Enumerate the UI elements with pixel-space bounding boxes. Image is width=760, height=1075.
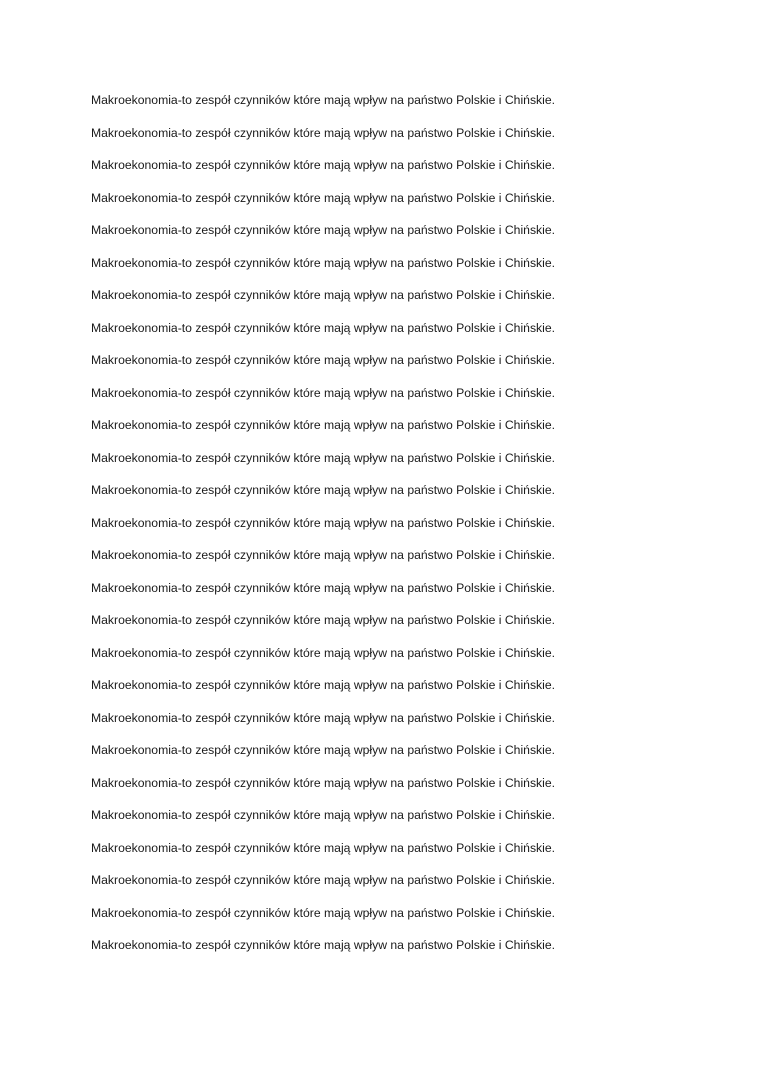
- paragraph: Makroekonomia-to zespół czynników które mają wpływ na państwo Polskie i Chińskie.: [91, 775, 555, 790]
- paragraph: Makroekonomia-to zespół czynników które mają wpływ na państwo Polskie i Chińskie.: [91, 613, 555, 627]
- paragraph: Makroekonomia-to zespół czynników które mają wpływ na państwo Polskie i Chińskie.: [91, 288, 555, 302]
- paragraph: Makroekonomia-to zespół czynników które mają wpływ na państwo Polskie i Chińskie.: [91, 938, 555, 952]
- paragraph: Makroekonomia-to zespół czynników które mają wpływ na państwo Polskie i Chińskie.: [91, 710, 555, 725]
- paragraph: Makroekonomia-to zespół czynników które mają wpływ na państwo Polskie i Chińskie.: [91, 873, 555, 887]
- paragraph: Makroekonomia-to zespół czynników które mają wpływ na państwo Polskie i Chińskie.: [91, 418, 555, 432]
- paragraph: Makroekonomia-to zespół czynników które mają wpływ na państwo Polskie i Chińskie.: [91, 515, 555, 530]
- document-body: [91, 89, 691, 967]
- paragraph: Makroekonomia-to zespół czynników które mają wpływ na państwo Polskie i Chińskie.: [91, 93, 555, 107]
- paragraph: Makroekonomia-to zespół czynników które mają wpływ na państwo Polskie i Chińskie.: [91, 808, 555, 822]
- paragraph: Makroekonomia-to zespół czynników które mają wpływ na państwo Polskie i Chińskie.: [91, 320, 555, 335]
- paragraph: Makroekonomia-to zespół czynników które mają wpływ na państwo Polskie i Chińskie.: [91, 548, 555, 562]
- paragraph: Makroekonomia-to zespół czynników które mają wpływ na państwo Polskie i Chińskie.: [91, 125, 555, 140]
- paragraph: Makroekonomia-to zespół czynników które mają wpływ na państwo Polskie i Chińskie.: [91, 223, 555, 237]
- paragraph: Makroekonomia-to zespół czynników które mają wpływ na państwo Polskie i Chińskie.: [91, 255, 555, 270]
- paragraph: Makroekonomia-to zespół czynników które mają wpływ na państwo Polskie i Chińskie.: [91, 905, 555, 920]
- paragraph: Makroekonomia-to zespół czynników które mają wpływ na państwo Polskie i Chińskie.: [91, 353, 555, 367]
- paragraph: Makroekonomia-to zespół czynników które mają wpływ na państwo Polskie i Chińskie.: [91, 483, 555, 497]
- paragraph: Makroekonomia-to zespół czynników które mają wpływ na państwo Polskie i Chińskie.: [91, 840, 555, 855]
- paragraph: Makroekonomia-to zespół czynników które mają wpływ na państwo Polskie i Chińskie.: [91, 645, 555, 660]
- paragraph: Makroekonomia-to zespół czynników które mają wpływ na państwo Polskie i Chińskie.: [91, 678, 555, 692]
- paragraph: Makroekonomia-to zespół czynników które mają wpływ na państwo Polskie i Chińskie.: [91, 385, 555, 400]
- paragraph: Makroekonomia-to zespół czynników które mają wpływ na państwo Polskie i Chińskie.: [91, 190, 555, 205]
- paragraph: Makroekonomia-to zespół czynników które mają wpływ na państwo Polskie i Chińskie.: [91, 743, 555, 757]
- paragraph: Makroekonomia-to zespół czynników które mają wpływ na państwo Polskie i Chińskie.: [91, 580, 555, 595]
- paragraph: Makroekonomia-to zespół czynników które mają wpływ na państwo Polskie i Chińskie.: [91, 450, 555, 465]
- paragraph: Makroekonomia-to zespół czynników które mają wpływ na państwo Polskie i Chińskie.: [91, 158, 555, 172]
